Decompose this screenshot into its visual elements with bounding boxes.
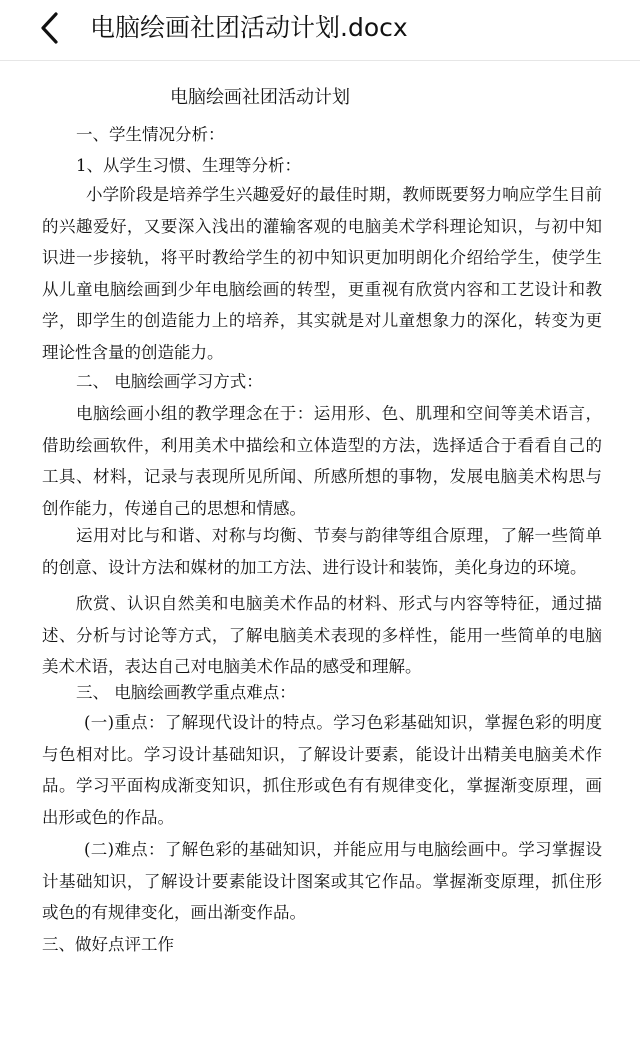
section-heading-2: 二、 电脑绘画学习方式： xyxy=(76,372,263,391)
paragraph-key-points: (一)重点：了解现代设计的特点。学习色彩基础知识，掌握色彩的明度与色相对比。学习设计基础知识，了解设计要素，能设计出精美电脑美术作品。学习平面构成渐变知识，抓住形或色有有规律变化，掌握渐变原理，画出形或色的作品。 xyxy=(42,713,602,827)
back-button[interactable] xyxy=(30,9,70,49)
paragraph-appreciation: 欣赏、认识自然美和电脑美术作品的材料、形式与内容等特征，通过描述、分析与讨论等方式，了解电脑美术表现的多样性，能用一些简单的电脑美术术语，表达自己对电脑美术作品的感受和理解。 xyxy=(42,594,602,676)
section-heading-4: 三、做好点评工作 xyxy=(42,935,174,954)
section-heading-1: 一、学生情况分析： xyxy=(76,125,225,144)
chevron-left-icon xyxy=(30,9,70,49)
section-heading-3: 三、 电脑绘画教学重点难点： xyxy=(76,683,296,702)
paragraph-design-principles: 运用对比与和谐、对称与均衡、节奏与韵律等组合原理，了解一些简单的创意、设计方法和媒材的加工方法、进行设计和装饰，美化身边的环境。 xyxy=(42,526,602,577)
paragraph-student-analysis: 小学阶段是培养学生兴趣爱好的最佳时期，教师既要努力响应学生目前的兴趣爱好，又要深入浅出的灌输客观的电脑美术学科理论知识，与初中知识进一步接轨，将平时教给学生的初中知识更加明朗化介绍给学生，使学生从儿童电脑绘画到少年电脑绘画的转型，更重视有欣赏内容和工艺设计和教学，即学生的创造能力上的培养，其实就是对儿童想象力的深化，转变为更理论性含量的创造能力。 xyxy=(42,185,602,362)
document-title: 电脑绘画社团活动计划 xyxy=(170,87,350,108)
paragraph-difficulties: (二)难点：了解色彩的基础知识，并能应用与电脑绘画中。学习掌握设计基础知识，了解设计要素能设计图案或其它作品。掌握渐变原理，抓住形或色的有规律变化，画出渐变作品。 xyxy=(42,840,602,922)
document-body xyxy=(0,60,640,1049)
subsection-heading-1: 1、从学生习惯、生理等分析： xyxy=(76,156,301,175)
top-bar xyxy=(0,0,640,61)
file-title: 电脑绘画社团活动计划.docx xyxy=(90,13,408,42)
paragraph-teaching-concept: 电脑绘画小组的教学理念在于：运用形、色、肌理和空间等美术语言，借助绘画软件，利用美术中描绘和立体造型的方法，选择适合于看看自己的工具、材料，记录与表现所见所闻、所感所想的事物，发展电脑美术构思与创作能力，传递自己的思想和情感。 xyxy=(42,404,602,518)
